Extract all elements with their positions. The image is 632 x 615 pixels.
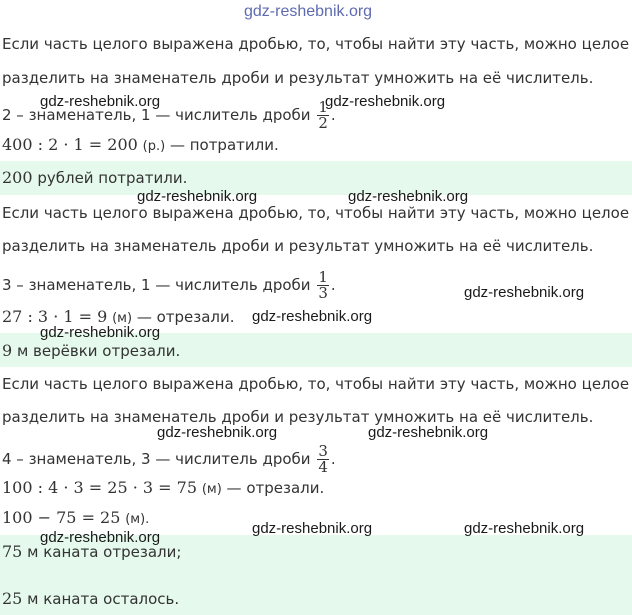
rule-line-2: разделить на знаменатель дроби и результат умножить на её числитель. bbox=[2, 408, 594, 426]
calculation-line-2 bbox=[2, 508, 149, 530]
fraction-numerator: 3 bbox=[318, 442, 328, 460]
answer-text: м каната осталось. bbox=[27, 590, 180, 608]
calculation-tail: — отрезали. bbox=[136, 308, 235, 326]
fraction-denominator: 4 bbox=[318, 458, 328, 476]
calculation-unit: (р.) bbox=[142, 139, 166, 154]
fraction bbox=[317, 270, 329, 301]
answer-text: м каната отрезали; bbox=[27, 543, 182, 561]
header-watermark: gdz-reshebnik.org bbox=[244, 3, 373, 20]
answer-text: м верёвки отрезали. bbox=[16, 342, 181, 360]
watermark: gdz-reshebnik.org bbox=[157, 424, 278, 441]
answer-line-2 bbox=[2, 589, 179, 609]
watermark: gdz-reshebnik.org bbox=[464, 284, 585, 301]
calculation-unit: (м) bbox=[201, 482, 222, 497]
watermark: gdz-reshebnik.org bbox=[40, 529, 161, 546]
answer-line bbox=[2, 341, 180, 361]
rule-line-1: Если часть целого выражена дробью, то, чтобы найти эту часть, можно целое bbox=[2, 204, 630, 222]
fraction-numerator: 1 bbox=[318, 268, 328, 286]
answer-line bbox=[2, 168, 187, 188]
denominator-text: 3 – знаменатель, 1 — числитель дроби bbox=[2, 276, 311, 294]
watermark: gdz-reshebnik.org bbox=[252, 520, 373, 537]
answer-number: 25 bbox=[2, 589, 23, 608]
calculation-expression: 27 : 3 · 1 = 9 bbox=[2, 307, 108, 326]
denominator-line: 4 – знаменатель, 3 — числитель дроби $\frac{3}{4}$ . bbox=[2, 442, 336, 476]
calculation-line bbox=[2, 135, 279, 157]
rule-line-2: разделить на знаменатель дроби и результат умножить на её числитель. bbox=[2, 237, 594, 255]
watermark: gdz-reshebnik.org bbox=[464, 520, 585, 537]
watermark: gdz-reshebnik.org bbox=[137, 188, 258, 205]
fraction bbox=[317, 444, 329, 475]
rule-line-1: Если часть целого выражена дробью, то, чтобы найти эту часть, можно целое bbox=[2, 35, 630, 53]
calculation-tail: — отрезали. bbox=[226, 479, 325, 497]
denominator-text: 4 – знаменатель, 3 — числитель дроби bbox=[2, 450, 311, 468]
answer-number: 75 bbox=[2, 542, 23, 561]
rule-line-1: Если часть целого выражена дробью, то, чтобы найти эту часть, можно целое bbox=[2, 375, 630, 393]
watermark: gdz-reshebnik.org bbox=[40, 324, 161, 341]
fraction-denominator: 2 bbox=[318, 114, 328, 132]
watermark: gdz-reshebnik.org bbox=[368, 424, 489, 441]
watermark: gdz-reshebnik.org bbox=[325, 93, 446, 110]
calculation-tail: — потратили. bbox=[169, 136, 279, 154]
calculation-unit: (м) bbox=[112, 311, 133, 326]
calculation-expression: 400 : 2 · 1 = 200 bbox=[2, 135, 138, 154]
calculation-expression: 100 : 4 · 3 = 25 · 3 = 75 bbox=[2, 478, 198, 497]
fraction-numerator: 1 bbox=[318, 98, 328, 116]
denominator-line: 2 – знаменатель, 1 — числитель дроби $\frac{1}{2}$ . bbox=[2, 98, 336, 132]
calculation-line bbox=[2, 478, 324, 500]
watermark: gdz-reshebnik.org bbox=[252, 308, 373, 325]
calculation-unit: (м). bbox=[125, 512, 150, 527]
rule-line-2: разделить на знаменатель дроби и результат умножить на её числитель. bbox=[2, 69, 594, 87]
fraction-denominator: 3 bbox=[318, 284, 328, 302]
denominator-text: 2 – знаменатель, 1 — числитель дроби bbox=[2, 106, 311, 124]
watermark: gdz-reshebnik.org bbox=[348, 188, 469, 205]
denominator-line: 3 – знаменатель, 1 — числитель дроби $\frac{1}{3}$ . bbox=[2, 268, 336, 302]
answer-number: 200 bbox=[2, 168, 33, 187]
answer-number: 9 bbox=[2, 341, 13, 360]
answer-text: рублей потратили. bbox=[37, 169, 188, 187]
calculation-expression: 100 − 75 = 25 bbox=[2, 508, 121, 527]
watermark: gdz-reshebnik.org bbox=[40, 93, 161, 110]
